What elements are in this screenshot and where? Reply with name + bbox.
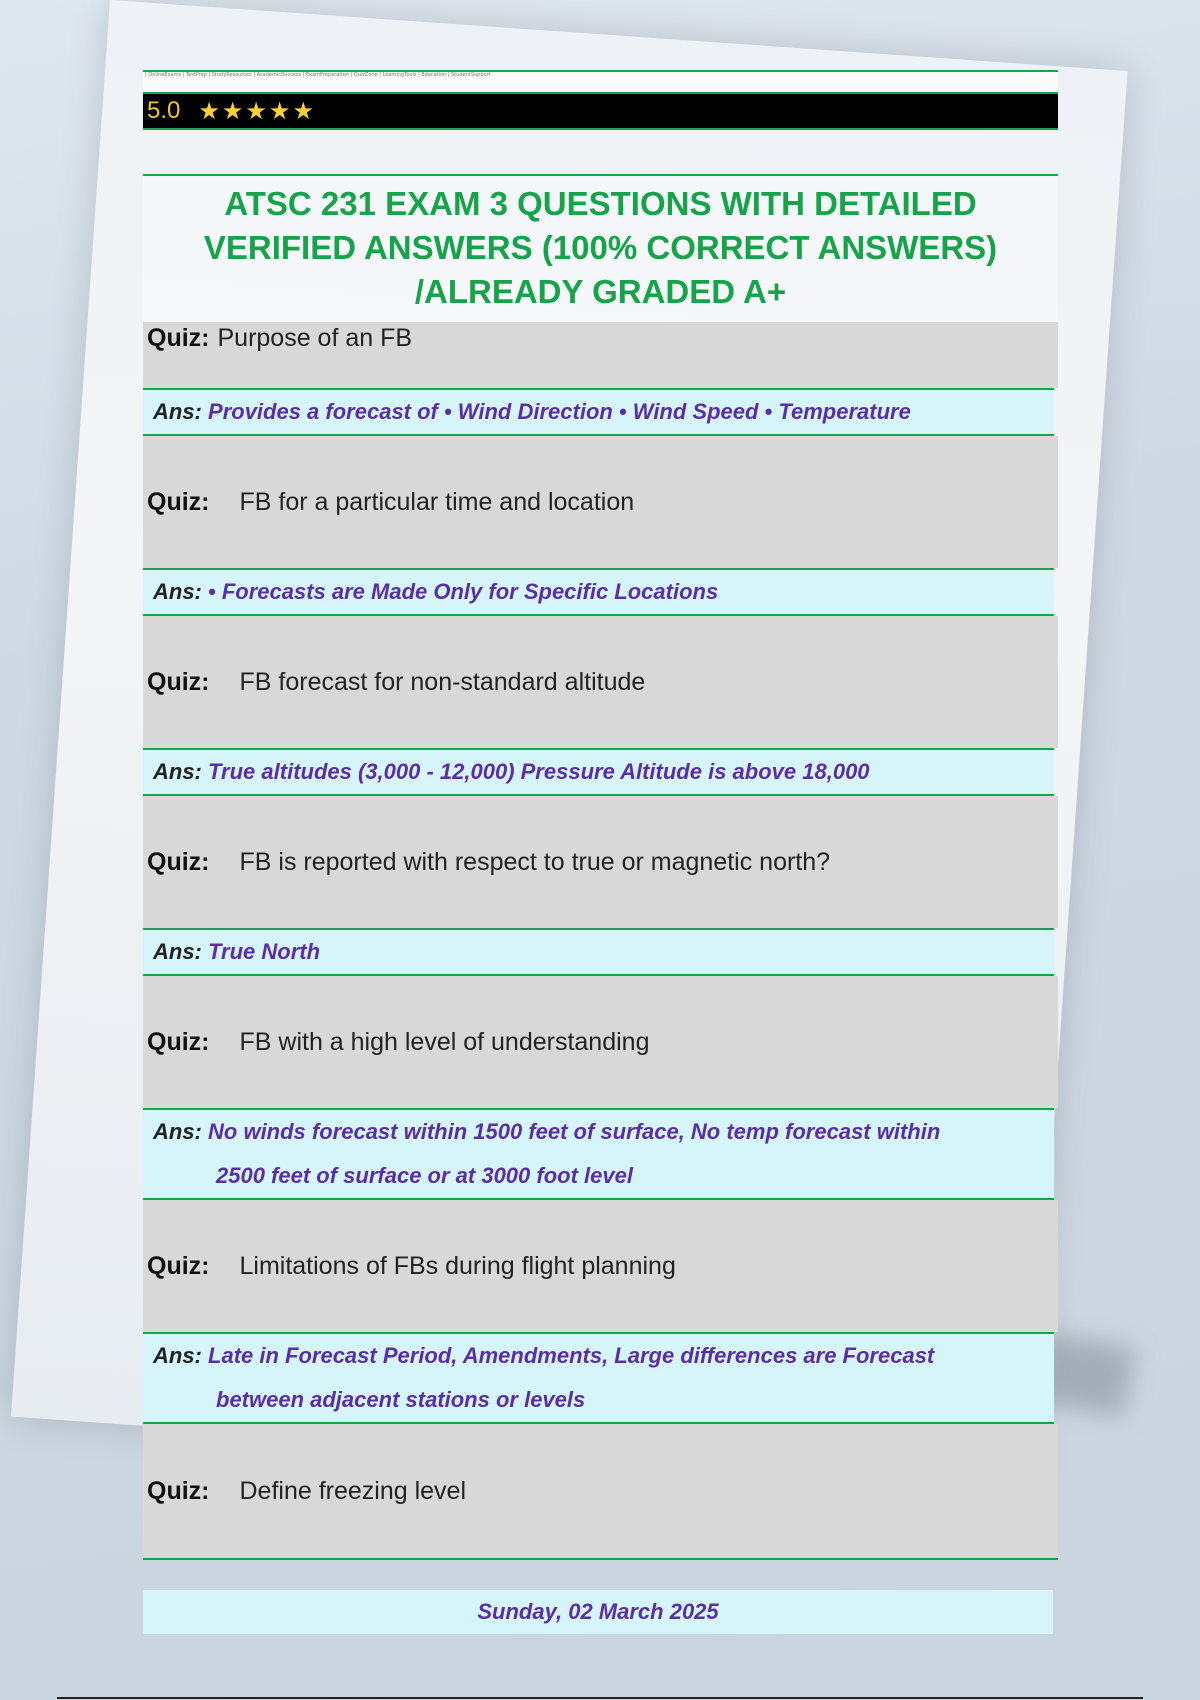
quiz-label: Quiz: [147,1476,210,1505]
document-date: Sunday, 02 March 2025 [143,1590,1053,1634]
quiz-text: FB for a particular time and location [239,487,635,516]
answer-text-continued: 2500 feet of surface or at 3000 foot level [216,1163,633,1188]
answer-row [143,568,1054,616]
answer-row [143,1108,1054,1200]
quiz-label: Quiz: [147,1027,210,1056]
star-icon: ★★★★★ [198,97,316,125]
answer-row [143,388,1054,436]
answer-text: True North [208,939,321,964]
answer-label: Ans: [153,1343,202,1368]
quiz-row [143,1424,1058,1558]
rating-bar [143,92,1058,130]
quiz-label: Quiz: [147,667,210,696]
quiz-label: Quiz: [147,847,210,876]
quiz-label: Quiz: [147,1251,210,1280]
document-title: ATSC 231 EXAM 3 QUESTIONS WITH DETAILED VERIFIED ANSWERS (100% CORRECT ANSWERS) /ALREADY GRADED A+ [143,176,1058,322]
quiz-text: Define freezing level [239,1476,467,1505]
quiz-text: Purpose of an FB [217,324,413,352]
document [143,70,1058,1634]
answer-text: • Forecasts are Made Only for Specific Locations [208,579,719,604]
quiz-text: FB forecast for non-standard altitude [239,667,646,696]
quiz-text: FB is reported with respect to true or magnetic north? [239,847,831,876]
answer-text: Provides a forecast of • Wind Direction • Wind Speed • Temperature [208,399,911,424]
quiz-row [143,616,1058,748]
quiz-label: Quiz: [147,324,210,352]
answer-label: Ans: [153,399,202,424]
answer-label: Ans: [153,579,202,604]
quiz-row [143,796,1058,928]
answer-label: Ans: [153,759,202,784]
quiz-row [143,976,1058,1108]
answer-row [143,928,1054,976]
answer-text: Late in Forecast Period, Amendments, Large differences are Forecast [208,1343,935,1368]
answer-row [143,1332,1054,1424]
answer-label: Ans: [153,1119,202,1144]
fine-print: | OnlineExams | TestPrep | StudyResources | AcademicSuccess | ExamPreparation | QuizZone | LearningTools | Education | StudentSupport [143,72,1058,92]
quiz-text: Limitations of FBs during flight planning [239,1251,676,1280]
quiz-row [143,1200,1058,1332]
quiz-text: FB with a high level of understanding [239,1027,650,1056]
rating-score: 5.0 [147,97,181,124]
quiz-row [143,322,1058,388]
quiz-label: Quiz: [147,487,210,516]
answer-text: No winds forecast within 1500 feet of surface, No temp forecast within [208,1119,941,1144]
answer-text: True altitudes (3,000 - 12,000) Pressure Altitude is above 18,000 [208,759,870,784]
footer-rule [57,1697,1143,1699]
answer-text-continued: between adjacent stations or levels [216,1387,586,1412]
answer-row [143,748,1054,796]
bottom-divider [143,1558,1058,1560]
quiz-row [143,436,1058,568]
answer-label: Ans: [153,939,202,964]
